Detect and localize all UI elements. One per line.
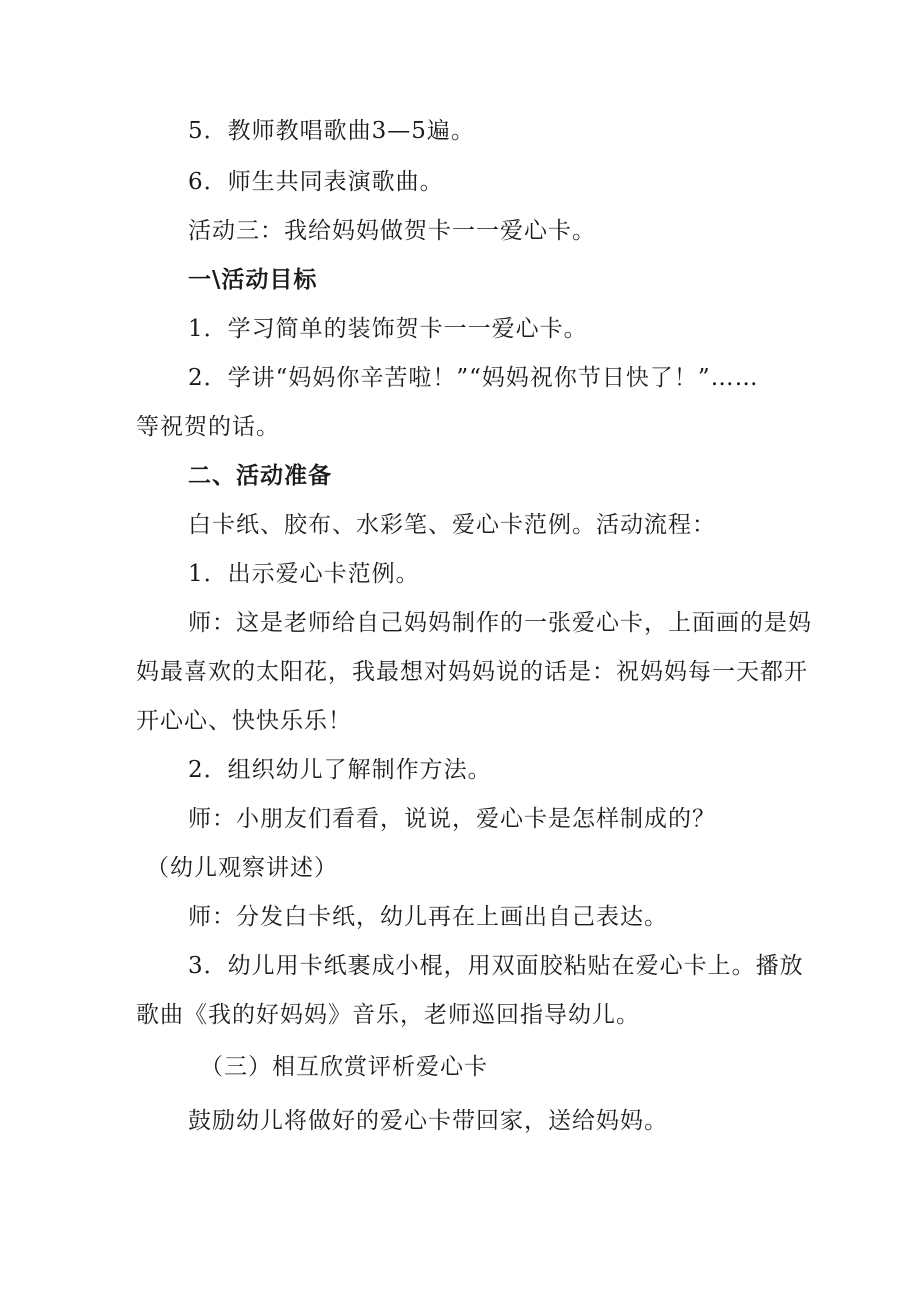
section-heading-goals: 一\活动目标	[188, 267, 318, 293]
teacher-speech-1-end: 开心心、快快乐乐！	[136, 708, 352, 734]
activity-three-title: 活动三：我给妈妈做贺卡一一爱心卡。	[188, 218, 596, 244]
flow-step-3: 3．幼儿用卡纸裹成小棍，用双面胶粘贴在爱心卡上。播放	[188, 953, 804, 979]
goal-2-continued: 等祝贺的话。	[136, 414, 280, 440]
materials-text: 白卡纸、胶布、水彩笔、爱心卡范例。活动流程：	[188, 512, 716, 538]
closing-text: 鼓励幼儿将做好的爱心卡带回家，送给妈妈。	[188, 1108, 668, 1134]
flow-step-2: 2．组织幼儿了解制作方法。	[188, 757, 492, 783]
flow-step-1: 1．出示爱心卡范例。	[188, 561, 420, 587]
goal-2: 2．学讲“妈妈你辛苦啦！”“妈妈祝你节日快了！”……	[188, 365, 759, 391]
subsection-appreciation: （三）相互欣赏评析爱心卡	[200, 1054, 488, 1080]
teacher-speech-3: 师：分发白卡纸，幼儿再在上画出自己表达。	[188, 904, 668, 930]
teacher-speech-1-cont: 妈最喜欢的太阳花，我最想对妈妈说的话是：祝妈妈每一天都开	[136, 659, 808, 685]
step-6: 6．师生共同表演歌曲。	[188, 169, 444, 195]
teacher-speech-1: 师：这是老师给自己妈妈制作的一张爱心卡，上面画的是妈	[188, 610, 812, 636]
teacher-speech-2: 师：小朋友们看看，说说，爱心卡是怎样制成的？	[188, 806, 716, 832]
flow-step-3-cont: 歌曲《我的好妈妈》音乐，老师巡回指导幼儿。	[136, 1002, 640, 1028]
child-observation: （幼儿观察讲述）	[146, 855, 338, 881]
goal-1: 1．学习简单的装饰贺卡一一爱心卡。	[188, 316, 588, 342]
section-heading-preparation: 二、活动准备	[188, 463, 332, 489]
step-5: 5．教师教唱歌曲3—5遍。	[188, 118, 475, 144]
